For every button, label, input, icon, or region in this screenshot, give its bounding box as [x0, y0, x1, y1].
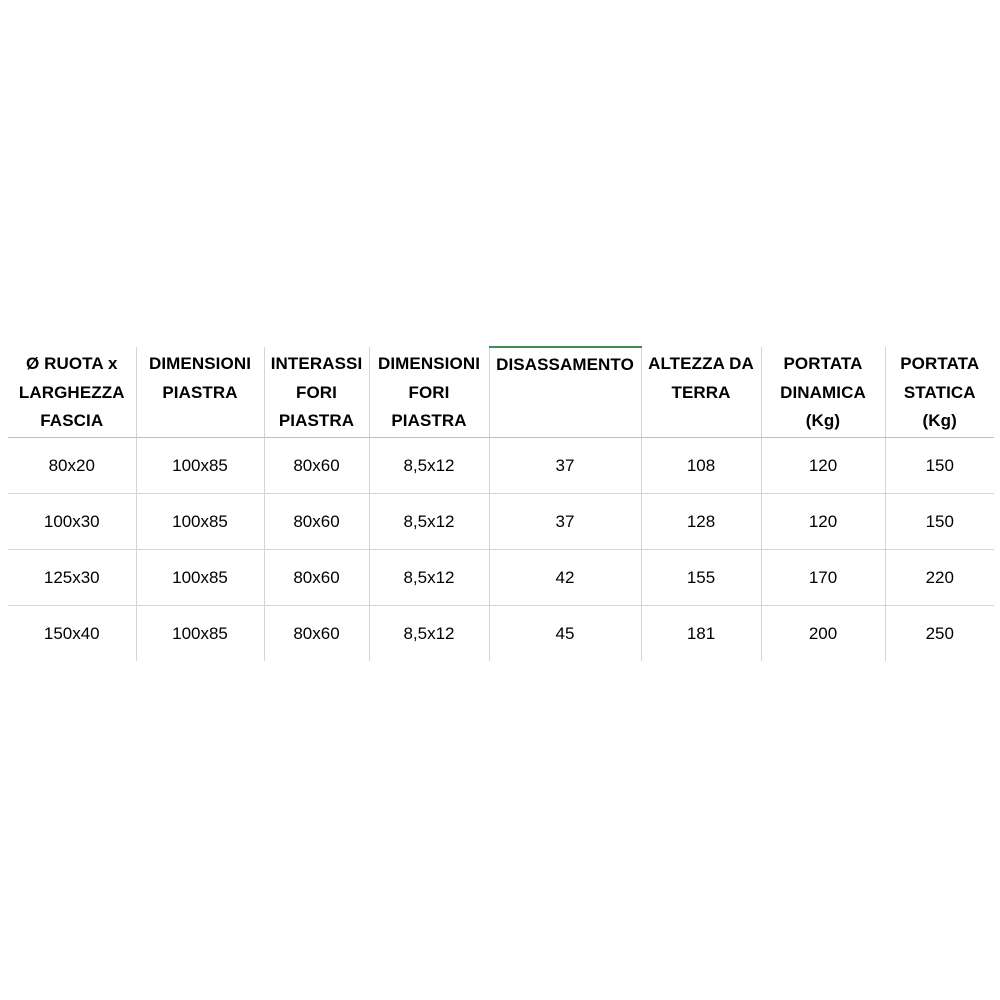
table-row	[8, 550, 994, 606]
header-line: DIMENSIONI	[377, 354, 481, 373]
cell-static-load: 150	[885, 494, 994, 550]
caster-spec-table	[8, 346, 994, 661]
cell-height: 108	[641, 438, 761, 494]
cell-wheel-size: 150x40	[8, 606, 136, 662]
cell-offset: 37	[489, 438, 641, 494]
cell-offset: 37	[489, 494, 641, 550]
cell-height: 181	[641, 606, 761, 662]
cell-dynamic-load: 120	[761, 494, 885, 550]
cell-hole-dimensions: 8,5x12	[369, 606, 489, 662]
header-line: PORTATA	[900, 354, 980, 373]
cell-wheel-size: 100x30	[8, 494, 136, 550]
header-line: FASCIA	[40, 411, 104, 430]
header-line: (Kg)	[922, 411, 957, 430]
header-dynamic-load	[761, 347, 885, 438]
header-line: DIMENSIONI	[148, 354, 252, 373]
cell-plate-dimensions: 100x85	[136, 606, 264, 662]
header-line: DISASSAMENTO	[496, 355, 634, 374]
header-line: PIASTRA	[391, 411, 467, 430]
cell-offset: 45	[489, 606, 641, 662]
cell-dynamic-load: 120	[761, 438, 885, 494]
cell-hole-spacing: 80x60	[264, 550, 369, 606]
cell-hole-spacing: 80x60	[264, 494, 369, 550]
header-line: TERRA	[671, 382, 731, 402]
cell-hole-spacing: 80x60	[264, 438, 369, 494]
header-line: ALTEZZA DA	[648, 354, 754, 373]
table-row	[8, 438, 994, 494]
header-line: (Kg)	[805, 411, 841, 430]
cell-hole-spacing: 80x60	[264, 606, 369, 662]
header-hole-dimensions	[369, 347, 489, 438]
cell-static-load: 250	[925, 623, 954, 643]
cell-dynamic-load: 200	[761, 606, 885, 662]
header-line: FORI	[408, 382, 450, 402]
table-row	[8, 606, 994, 662]
header-line: PORTATA	[783, 354, 863, 373]
header-offset[interactable]	[489, 347, 641, 438]
header-plate-dimensions	[136, 347, 264, 438]
cell-height: 128	[641, 494, 761, 550]
header-hole-spacing	[264, 347, 369, 438]
header-static-load	[885, 347, 994, 438]
cell-hole-dimensions: 8,5x12	[369, 494, 489, 550]
header-line: STATICA	[903, 382, 976, 402]
cell-plate-dimensions: 100x85	[136, 494, 264, 550]
cell-hole-dimensions: 8,5x12	[369, 550, 489, 606]
cell-plate-dimensions: 100x85	[136, 550, 264, 606]
cell-static-load: 220	[885, 550, 994, 606]
cell-hole-dimensions: 8,5x12	[369, 438, 489, 494]
cell-height: 155	[641, 550, 761, 606]
header-wheel-diameter-width	[8, 347, 136, 438]
cell-wheel-size: 125x30	[8, 550, 136, 606]
cell-static-load: 150	[885, 438, 994, 494]
header-height-from-ground	[641, 347, 761, 438]
header-line: PIASTRA	[278, 411, 355, 430]
header-line: INTERASSI	[270, 354, 363, 373]
cell-dynamic-load: 170	[761, 550, 885, 606]
header-line: PIASTRA	[162, 382, 238, 402]
header-line: DINAMICA	[780, 382, 866, 402]
header-line: LARGHEZZA	[18, 382, 125, 402]
cell-offset: 42	[489, 550, 641, 606]
header-line: FORI	[295, 382, 337, 402]
table-row	[8, 494, 994, 550]
cell-wheel-size: 80x20	[8, 438, 136, 494]
header-row	[8, 347, 994, 438]
header-line: Ø RUOTA x	[25, 354, 118, 373]
cell-plate-dimensions: 100x85	[136, 438, 264, 494]
